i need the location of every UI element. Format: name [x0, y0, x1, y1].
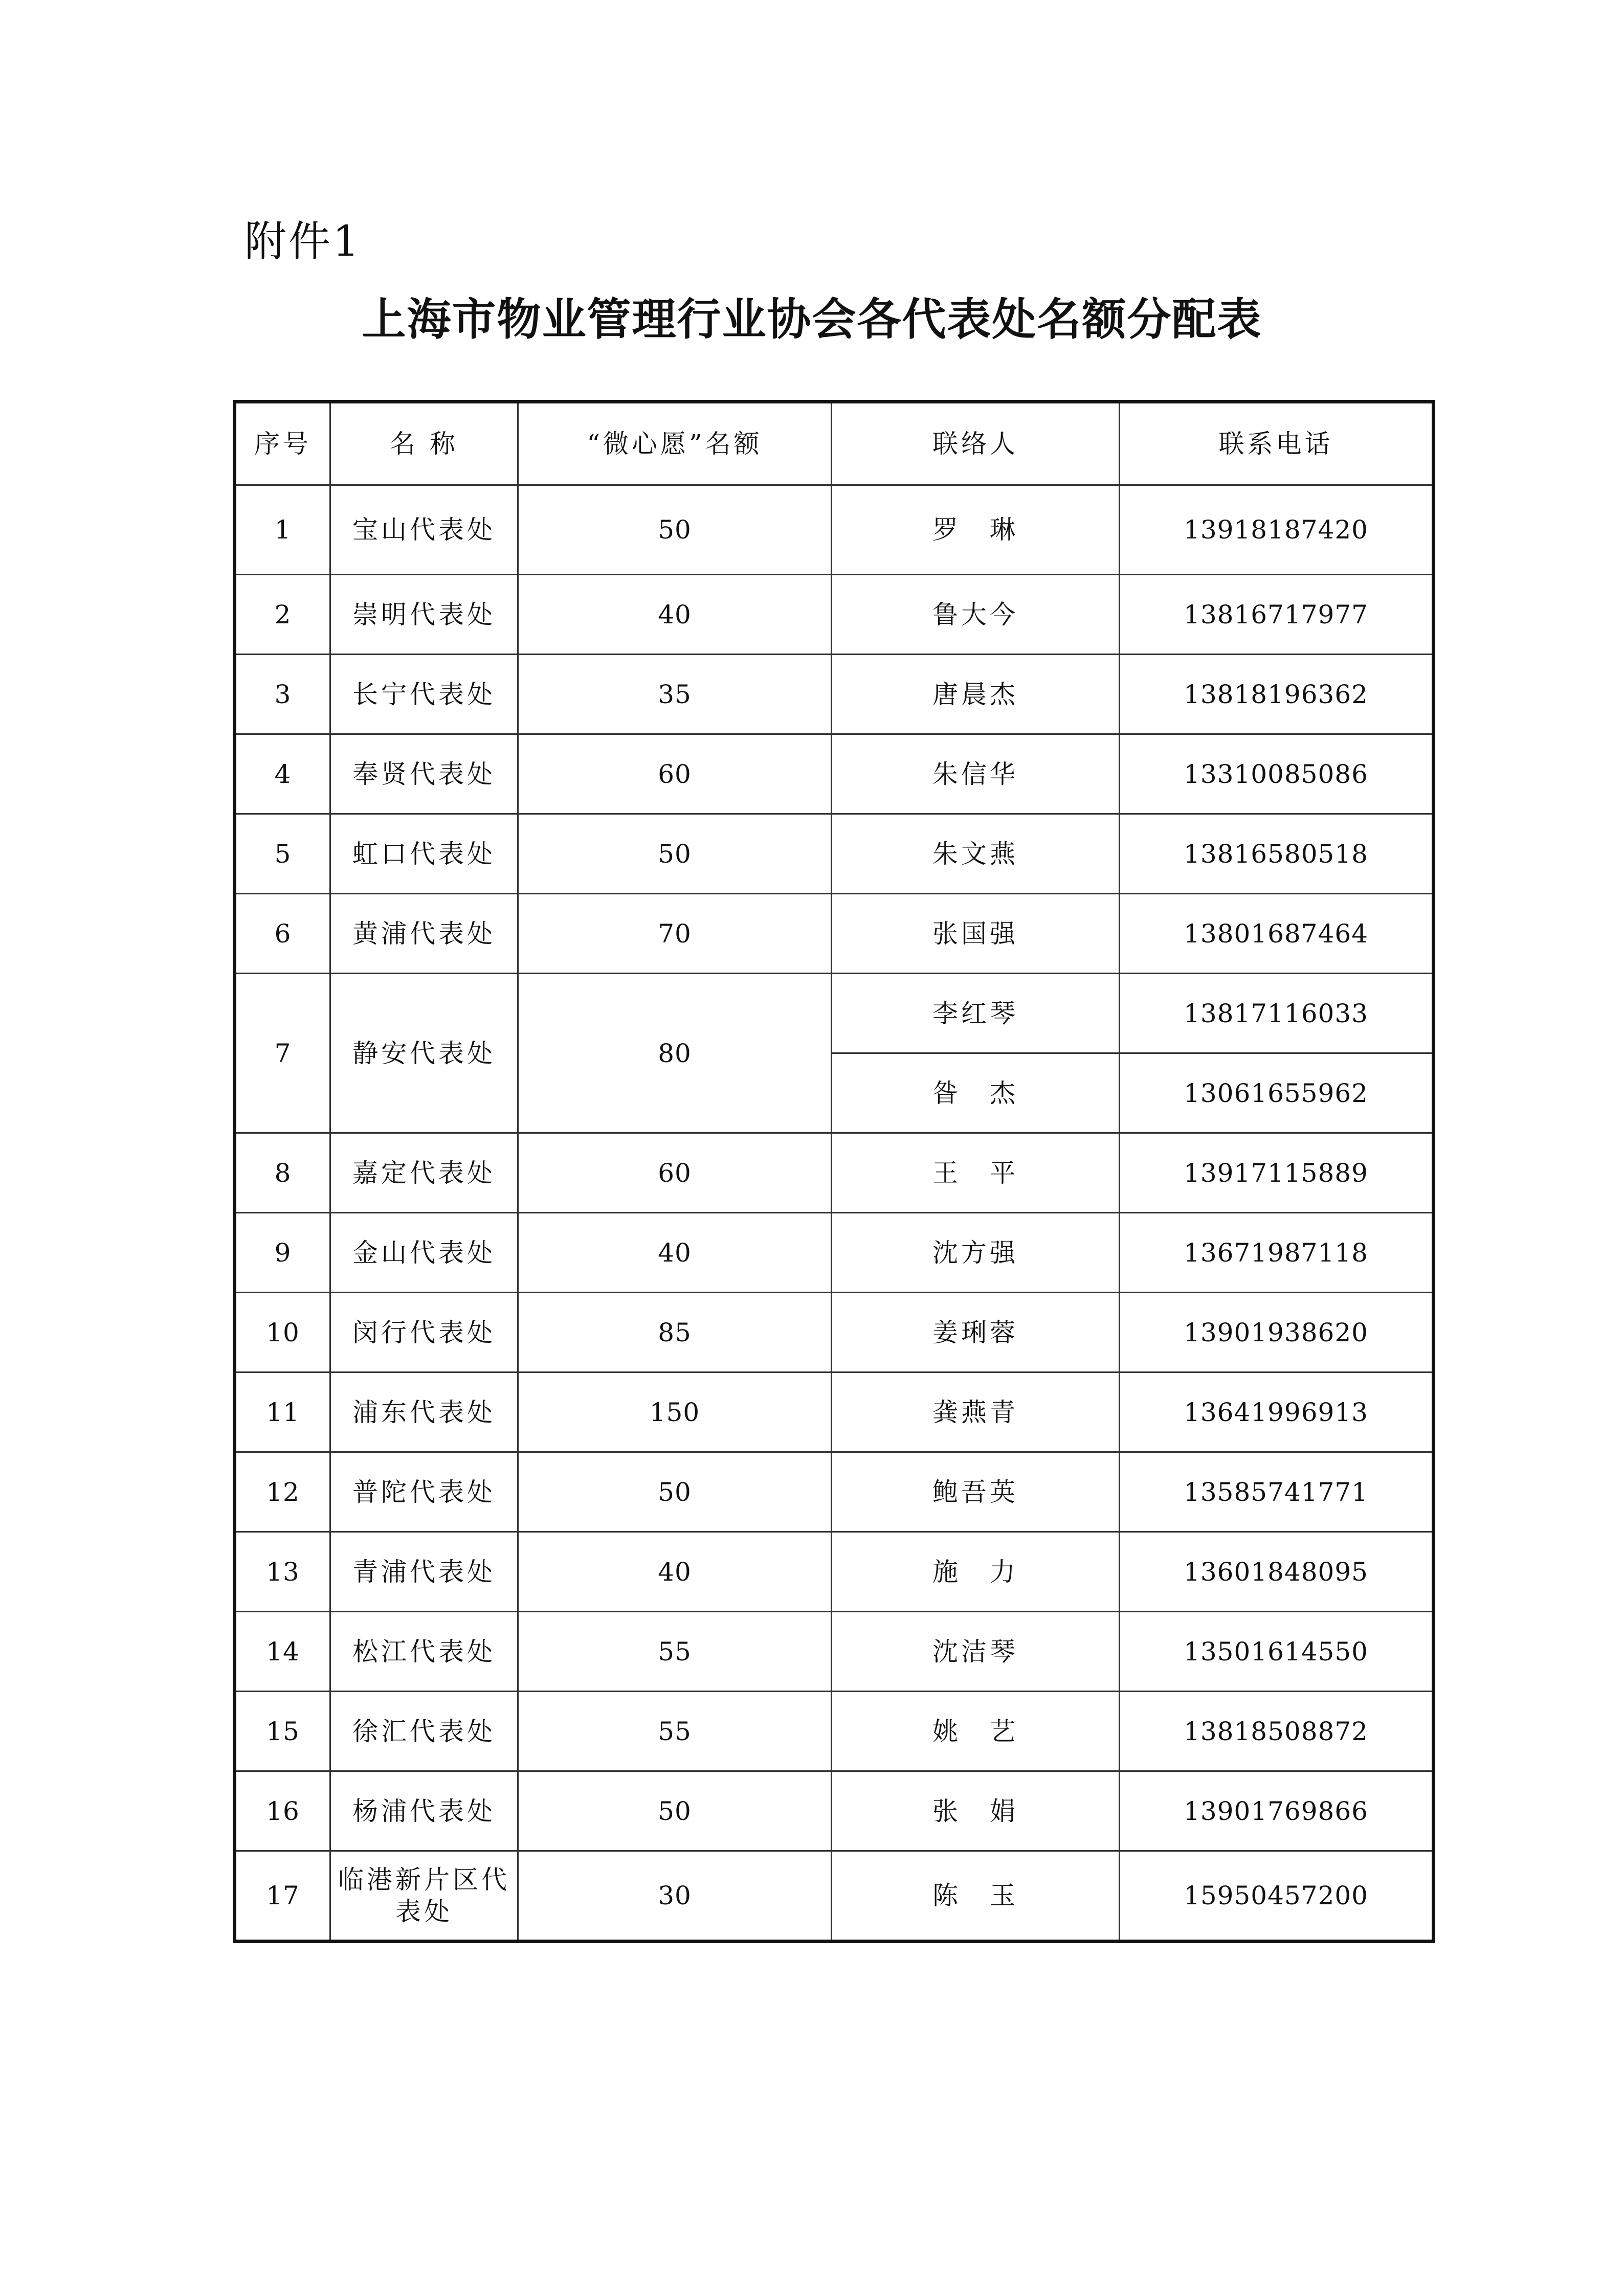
- document-title: 上海市物业管理行业协会各代表处名额分配表: [362, 294, 1262, 345]
- row-contact-name: 朱文燕: [832, 814, 1120, 894]
- table-row: [235, 485, 1434, 575]
- row-quota: 30: [518, 1851, 832, 1942]
- row-contact-name: 龚燕青: [832, 1372, 1120, 1452]
- row-quota: 50: [518, 1452, 832, 1532]
- row-seq: 12: [235, 1452, 330, 1532]
- row-contact-name: 李红琴: [832, 974, 1120, 1053]
- row-seq: 13: [235, 1532, 330, 1612]
- row-seq: 3: [235, 655, 330, 734]
- row-contact-phone: 13818196362: [1120, 655, 1434, 734]
- row-office-name: 静安代表处: [330, 974, 518, 1133]
- row-contact-name: 沈方强: [832, 1213, 1120, 1293]
- row-quota: 50: [518, 1771, 832, 1851]
- row-seq: 15: [235, 1692, 330, 1771]
- row-contact-phone: 13818508872: [1120, 1692, 1434, 1771]
- table-row: [235, 1612, 1434, 1692]
- row-office-name: 浦东代表处: [330, 1372, 518, 1452]
- row-quota: 40: [518, 1532, 832, 1612]
- row-quota: 85: [518, 1293, 832, 1372]
- row-seq: 8: [235, 1133, 330, 1213]
- row-seq: 5: [235, 814, 330, 894]
- row-contact-phone: 13501614550: [1120, 1612, 1434, 1692]
- row-contact-phone: 13817116033: [1120, 974, 1434, 1053]
- table-header-row: [235, 402, 1434, 485]
- row-quota: 40: [518, 575, 832, 655]
- row-contact-phone: 13061655962: [1120, 1053, 1434, 1133]
- header-name: 名 称: [330, 402, 518, 485]
- row-contact-phone: 13671987118: [1120, 1213, 1434, 1293]
- row-contact-phone: 13918187420: [1120, 485, 1434, 575]
- header-seq: 序号: [235, 402, 330, 485]
- row-contact-name: 张 娟: [832, 1771, 1120, 1851]
- row-quota: 35: [518, 655, 832, 734]
- row-office-name: 杨浦代表处: [330, 1771, 518, 1851]
- row-contact-phone: 15950457200: [1120, 1851, 1434, 1942]
- row-contact-name: 姚 艺: [832, 1692, 1120, 1771]
- row-office-name: 金山代表处: [330, 1213, 518, 1293]
- row-office-name: 虹口代表处: [330, 814, 518, 894]
- row-seq: 4: [235, 734, 330, 814]
- row-contact-phone: 13816580518: [1120, 814, 1434, 894]
- row-seq: 14: [235, 1612, 330, 1692]
- header-phone: 联系电话: [1120, 402, 1434, 485]
- table-body: [235, 485, 1434, 1942]
- row-contact-name: 施 力: [832, 1532, 1120, 1612]
- row-contact-name: 昝 杰: [832, 1053, 1120, 1133]
- table-row: [235, 1692, 1434, 1771]
- row-seq: 10: [235, 1293, 330, 1372]
- row-office-name: 松江代表处: [330, 1612, 518, 1692]
- row-quota: 40: [518, 1213, 832, 1293]
- table-row: [235, 1532, 1434, 1612]
- row-contact-name: 王 平: [832, 1133, 1120, 1213]
- attachment-label: 附件1: [244, 217, 362, 266]
- row-office-name: 普陀代表处: [330, 1452, 518, 1532]
- table-row: [235, 1452, 1434, 1532]
- header-contact: 联络人: [832, 402, 1120, 485]
- row-contact-name: 鲁大今: [832, 575, 1120, 655]
- quota-allocation-table: [233, 400, 1435, 1943]
- table-row: [235, 1293, 1434, 1372]
- row-contact-phone: 13801687464: [1120, 894, 1434, 974]
- table-row: [235, 974, 1434, 1053]
- row-seq: 1: [235, 485, 330, 575]
- row-quota: 80: [518, 974, 832, 1133]
- row-seq: 17: [235, 1851, 330, 1942]
- row-quota: 60: [518, 1133, 832, 1213]
- row-office-name: 闵行代表处: [330, 1293, 518, 1372]
- row-seq: 6: [235, 894, 330, 974]
- row-contact-name: 朱信华: [832, 734, 1120, 814]
- table-row: [235, 575, 1434, 655]
- row-contact-name: 张国强: [832, 894, 1120, 974]
- row-contact-name: 沈洁琴: [832, 1612, 1120, 1692]
- row-quota: 50: [518, 485, 832, 575]
- row-quota: 70: [518, 894, 832, 974]
- row-contact-phone: 13585741771: [1120, 1452, 1434, 1532]
- row-quota: 60: [518, 734, 832, 814]
- table-row: [235, 1851, 1434, 1942]
- row-office-name: 奉贤代表处: [330, 734, 518, 814]
- row-contact-phone: 13901769866: [1120, 1771, 1434, 1851]
- row-contact-phone: 13901938620: [1120, 1293, 1434, 1372]
- row-contact-name: 唐晨杰: [832, 655, 1120, 734]
- table-row: [235, 1133, 1434, 1213]
- row-seq: 2: [235, 575, 330, 655]
- row-office-name: 嘉定代表处: [330, 1133, 518, 1213]
- row-seq: 7: [235, 974, 330, 1133]
- row-contact-phone: 13601848095: [1120, 1532, 1434, 1612]
- row-contact-name: 陈 玉: [832, 1851, 1120, 1942]
- table-row: [235, 1372, 1434, 1452]
- row-contact-phone: 13816717977: [1120, 575, 1434, 655]
- row-office-name: 宝山代表处: [330, 485, 518, 575]
- row-quota: 55: [518, 1692, 832, 1771]
- header-quota: “微心愿”名额: [518, 402, 832, 485]
- row-contact-phone: 13917115889: [1120, 1133, 1434, 1213]
- table-row: [235, 814, 1434, 894]
- row-contact-phone: 13310085086: [1120, 734, 1434, 814]
- row-seq: 16: [235, 1771, 330, 1851]
- row-contact-name: 罗 琳: [832, 485, 1120, 575]
- row-office-name: 崇明代表处: [330, 575, 518, 655]
- row-seq: 9: [235, 1213, 330, 1293]
- row-contact-name: 姜琍蓉: [832, 1293, 1120, 1372]
- row-office-name: 临港新片区代表处: [330, 1851, 518, 1942]
- row-quota: 150: [518, 1372, 832, 1452]
- row-office-name: 徐汇代表处: [330, 1692, 518, 1771]
- table-row: [235, 734, 1434, 814]
- row-contact-name: 鲍吾英: [832, 1452, 1120, 1532]
- row-quota: 50: [518, 814, 832, 894]
- row-office-name: 黄浦代表处: [330, 894, 518, 974]
- table-row: [235, 894, 1434, 974]
- row-contact-phone: 13641996913: [1120, 1372, 1434, 1452]
- table-row: [235, 1771, 1434, 1851]
- row-quota: 55: [518, 1612, 832, 1692]
- table-row: [235, 655, 1434, 734]
- row-seq: 11: [235, 1372, 330, 1452]
- row-office-name: 青浦代表处: [330, 1532, 518, 1612]
- table-row: [235, 1213, 1434, 1293]
- row-office-name: 长宁代表处: [330, 655, 518, 734]
